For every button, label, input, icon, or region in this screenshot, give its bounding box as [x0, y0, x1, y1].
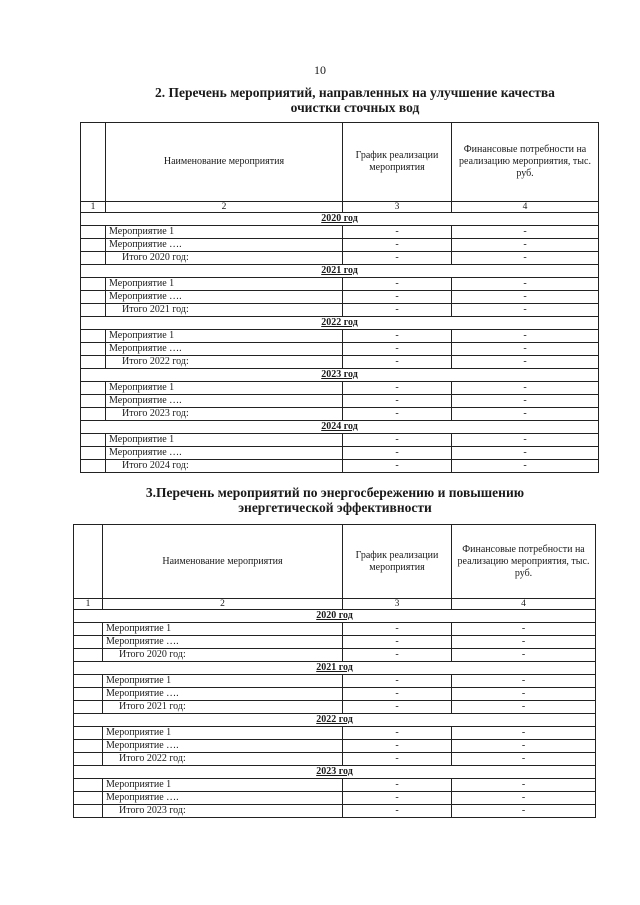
table-row [81, 343, 599, 356]
finance-value: - [452, 226, 599, 239]
table-row [74, 740, 596, 753]
column-number: 1 [81, 202, 106, 213]
row-empty-cell [81, 434, 106, 447]
column-header: Наименование мероприятия [103, 525, 343, 599]
schedule-value: - [343, 252, 452, 265]
measure-name: Мероприятие …. [103, 740, 343, 753]
row-empty-cell [74, 649, 103, 662]
measure-name: Мероприятие …. [106, 447, 343, 460]
finance-value: - [452, 382, 599, 395]
table-row [81, 252, 599, 265]
schedule-value: - [343, 239, 452, 252]
table-row [74, 779, 596, 792]
finance-value: - [452, 740, 596, 753]
table-row [74, 727, 596, 740]
finance-value: - [452, 675, 596, 688]
finance-value: - [452, 330, 599, 343]
finance-value: - [452, 727, 596, 740]
year-label: 2022 год [81, 317, 599, 330]
column-number: 3 [343, 202, 452, 213]
measure-name: Мероприятие …. [103, 636, 343, 649]
schedule-value: - [343, 330, 452, 343]
measure-name: Мероприятие 1 [106, 434, 343, 447]
row-empty-cell [81, 356, 106, 369]
section-3-title-line1: 3.Перечень мероприятий по энергосбережению и повышению [145, 485, 525, 500]
finance-value: - [452, 252, 599, 265]
row-empty-cell [74, 753, 103, 766]
schedule-value: - [343, 434, 452, 447]
column-number: 4 [452, 202, 599, 213]
row-empty-cell [81, 291, 106, 304]
year-row [81, 421, 599, 434]
year-row [74, 766, 596, 779]
column-number: 2 [106, 202, 343, 213]
schedule-value: - [343, 805, 452, 818]
row-empty-cell [81, 239, 106, 252]
row-empty-cell [74, 792, 103, 805]
schedule-value: - [343, 304, 452, 317]
table-row [81, 291, 599, 304]
schedule-value: - [343, 701, 452, 714]
finance-value: - [452, 649, 596, 662]
table-row [81, 239, 599, 252]
schedule-value: - [343, 278, 452, 291]
schedule-value: - [343, 356, 452, 369]
measure-name: Мероприятие 1 [106, 278, 343, 291]
row-empty-cell [81, 460, 106, 473]
row-empty-cell [74, 779, 103, 792]
finance-value: - [452, 623, 596, 636]
column-header: Наименование мероприятия [106, 123, 343, 202]
row-empty-cell [74, 675, 103, 688]
table-row [81, 304, 599, 317]
section-2-title-line1: 2. Перечень мероприятий, направленных на улучшение качества [155, 85, 555, 100]
year-label: 2024 год [81, 421, 599, 434]
total-name: Итого 2023 год: [103, 805, 343, 818]
finance-value: - [452, 688, 596, 701]
schedule-value: - [343, 623, 452, 636]
schedule-value: - [343, 382, 452, 395]
section-3-title [55, 485, 615, 515]
row-empty-cell [74, 701, 103, 714]
measure-name: Мероприятие 1 [103, 675, 343, 688]
row-empty-cell [81, 278, 106, 291]
column-number: 4 [452, 599, 596, 610]
table-row [74, 688, 596, 701]
column-header: Финансовые потребности на реализацию мероприятия, тыс. руб. [452, 525, 596, 599]
table-row [81, 278, 599, 291]
row-empty-cell [81, 304, 106, 317]
table-row [81, 382, 599, 395]
measure-name: Мероприятие …. [103, 688, 343, 701]
finance-value: - [452, 395, 599, 408]
finance-value: - [452, 460, 599, 473]
column-number: 3 [343, 599, 452, 610]
measure-name: Мероприятие 1 [106, 330, 343, 343]
measure-name: Мероприятие 1 [103, 623, 343, 636]
table-row [81, 408, 599, 421]
schedule-value: - [343, 408, 452, 421]
finance-value: - [452, 434, 599, 447]
schedule-value: - [343, 753, 452, 766]
finance-value: - [452, 792, 596, 805]
finance-value: - [452, 447, 599, 460]
row-empty-cell [81, 408, 106, 421]
header-row [81, 123, 599, 202]
year-row [81, 317, 599, 330]
column-header: График реализации мероприятия [343, 123, 452, 202]
row-empty-cell [81, 447, 106, 460]
year-label: 2021 год [81, 265, 599, 278]
section-2-title-line2: очистки сточных вод [290, 100, 420, 115]
finance-value: - [452, 779, 596, 792]
section-3-title-line2: энергетической эффективности [238, 500, 432, 515]
row-empty-cell [81, 382, 106, 395]
table-row [74, 701, 596, 714]
column-number: 2 [103, 599, 343, 610]
row-empty-cell [81, 330, 106, 343]
table-row [81, 356, 599, 369]
year-row [74, 714, 596, 727]
schedule-value: - [343, 779, 452, 792]
finance-value: - [452, 408, 599, 421]
year-label: 2020 год [81, 213, 599, 226]
year-label: 2023 год [74, 766, 596, 779]
finance-value: - [452, 304, 599, 317]
schedule-value: - [343, 460, 452, 473]
table-row [81, 226, 599, 239]
column-header: Финансовые потребности на реализацию мероприятия, тыс. руб. [452, 123, 599, 202]
total-name: Итого 2024 год: [106, 460, 343, 473]
schedule-value: - [343, 395, 452, 408]
header-row [74, 525, 596, 599]
column-number-row [81, 202, 599, 213]
measure-name: Мероприятие …. [106, 239, 343, 252]
measure-name: Мероприятие …. [106, 343, 343, 356]
schedule-value: - [343, 792, 452, 805]
page-number: 10 [314, 63, 326, 77]
finance-value: - [452, 356, 599, 369]
row-empty-cell [81, 343, 106, 356]
finance-value: - [452, 805, 596, 818]
section-2-title [75, 85, 635, 115]
year-row [74, 610, 596, 623]
schedule-value: - [343, 727, 452, 740]
table-row [81, 395, 599, 408]
total-name: Итого 2020 год: [106, 252, 343, 265]
year-label: 2020 год [74, 610, 596, 623]
total-name: Итого 2023 год: [106, 408, 343, 421]
table-row [74, 753, 596, 766]
row-empty-cell [74, 740, 103, 753]
measure-name: Мероприятие 1 [103, 779, 343, 792]
row-empty-cell [81, 252, 106, 265]
schedule-value: - [343, 343, 452, 356]
finance-value: - [452, 753, 596, 766]
finance-value: - [452, 701, 596, 714]
schedule-value: - [343, 649, 452, 662]
year-row [81, 369, 599, 382]
year-row [81, 265, 599, 278]
table-row [81, 460, 599, 473]
measure-name: Мероприятие …. [106, 395, 343, 408]
table-row [81, 447, 599, 460]
row-empty-cell [81, 395, 106, 408]
row-empty-cell [74, 623, 103, 636]
total-name: Итого 2020 год: [103, 649, 343, 662]
schedule-value: - [343, 675, 452, 688]
schedule-value: - [343, 226, 452, 239]
row-empty-cell [81, 226, 106, 239]
total-name: Итого 2021 год: [106, 304, 343, 317]
year-label: 2021 год [74, 662, 596, 675]
column-header [74, 525, 103, 599]
table-row [74, 675, 596, 688]
measure-name: Мероприятие 1 [106, 226, 343, 239]
table-row [74, 623, 596, 636]
column-number: 1 [74, 599, 103, 610]
measure-name: Мероприятие 1 [103, 727, 343, 740]
table-row [74, 649, 596, 662]
section-2-table [80, 122, 599, 473]
total-name: Итого 2021 год: [103, 701, 343, 714]
table-row [81, 330, 599, 343]
year-label: 2022 год [74, 714, 596, 727]
table-row [81, 434, 599, 447]
year-row [81, 213, 599, 226]
table-row [74, 792, 596, 805]
column-number-row [74, 599, 596, 610]
row-empty-cell [74, 727, 103, 740]
schedule-value: - [343, 740, 452, 753]
finance-value: - [452, 343, 599, 356]
finance-value: - [452, 291, 599, 304]
measure-name: Мероприятие …. [106, 291, 343, 304]
row-empty-cell [74, 805, 103, 818]
year-row [74, 662, 596, 675]
schedule-value: - [343, 636, 452, 649]
row-empty-cell [74, 688, 103, 701]
table-row [74, 805, 596, 818]
year-label: 2023 год [81, 369, 599, 382]
schedule-value: - [343, 447, 452, 460]
finance-value: - [452, 239, 599, 252]
schedule-value: - [343, 291, 452, 304]
finance-value: - [452, 278, 599, 291]
total-name: Итого 2022 год: [103, 753, 343, 766]
total-name: Итого 2022 год: [106, 356, 343, 369]
measure-name: Мероприятие 1 [106, 382, 343, 395]
column-header: График реализации мероприятия [343, 525, 452, 599]
section-3-table [73, 524, 596, 818]
column-header [81, 123, 106, 202]
finance-value: - [452, 636, 596, 649]
measure-name: Мероприятие …. [103, 792, 343, 805]
row-empty-cell [74, 636, 103, 649]
schedule-value: - [343, 688, 452, 701]
table-row [74, 636, 596, 649]
